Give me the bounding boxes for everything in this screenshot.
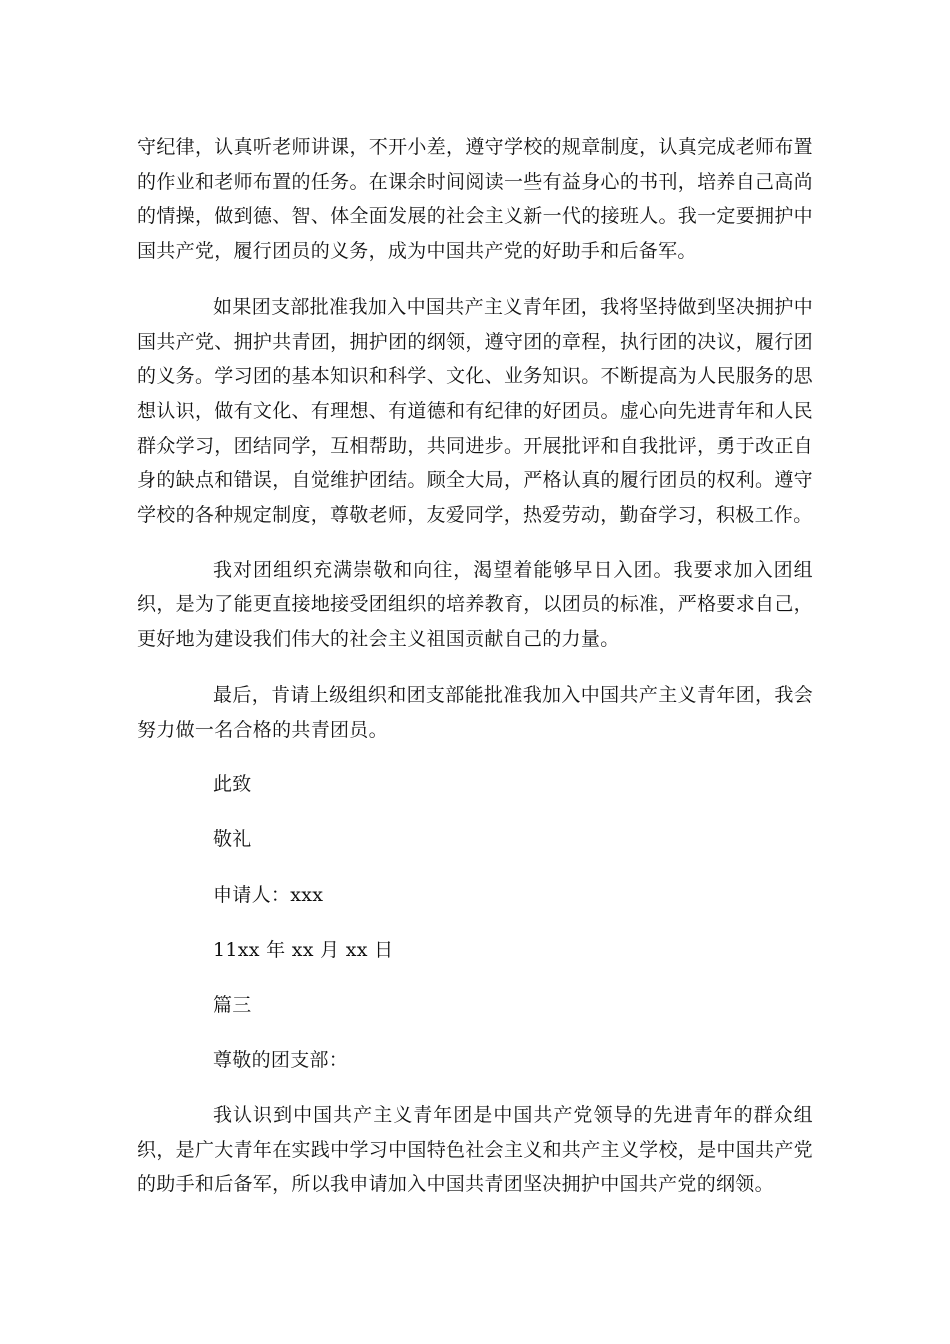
paragraph-aspiration: 我对团组织充满崇敬和向往，渴望着能够早日入团。我要求加入团组织，是为了能更直接地接受团组织的培养教育，以团员的标准，严格要求自己，更好地为建设我们伟大的社会主义祖国贡献自己的力量。 [137,558,813,651]
applicant-line: 申请人：xxx [213,883,324,906]
paragraph-recognition: 我认识到中国共产主义青年团是中国共产党领导的先进青年的群众组织，是广大青年在实践中学习中国特色社会主义和共产主义学校，是中国共产党的助手和后备军，所以我申请加入中国共青团坚决拥护中国共产党的纲领。 [137,1103,813,1196]
paragraph-commitment: 如果团支部批准我加入中国共产主义青年团，我将坚持做到坚决拥护中国共产党、拥护共青团，拥护团的纲领，遵守团的章程，执行团的决议，履行团的义务。学习团的基本知识和科学、文化、业务知识。不断提高为人民服务的思想认识，做有文化、有理想、有道德和有纪律的好团员。虚心向先进青年和人民群众学习，团结同学，互相帮助，共同进步。开展批评和自我批评，勇于改正自身的缺点和错误，自觉维护团结。顾全大局，严格认真的履行团员的权利。遵守学校的各种规定制度，尊敬老师，友爱同学，热爱劳动，勤奋学习，积极工作。 [137,295,813,527]
document-body [137,130,813,1202]
paragraph-continuation: 守纪律，认真听老师讲课，不开小差，遵守学校的规章制度，认真完成老师布置的作业和老师布置的任务。在课余时间阅读一些有益身心的书刊，培养自己高尚的情操，做到德、智、体全面发展的社会主义新一代的接班人。我一定要拥护中国共产党，履行团员的义务，成为中国共产党的好助手和后备军。 [137,136,813,263]
salute-line: 敬礼 [213,828,252,851]
date-line: 11xx 年 xx 月 xx 日 [213,938,394,961]
greeting-line: 尊敬的团支部： [213,1049,349,1072]
closing-line: 此致 [213,773,252,796]
paragraph-request: 最后，肯请上级组织和团支部能批准我加入中国共产主义青年团，我会努力做一名合格的共青团员。 [137,683,813,741]
section-heading: 篇三 [213,994,252,1016]
